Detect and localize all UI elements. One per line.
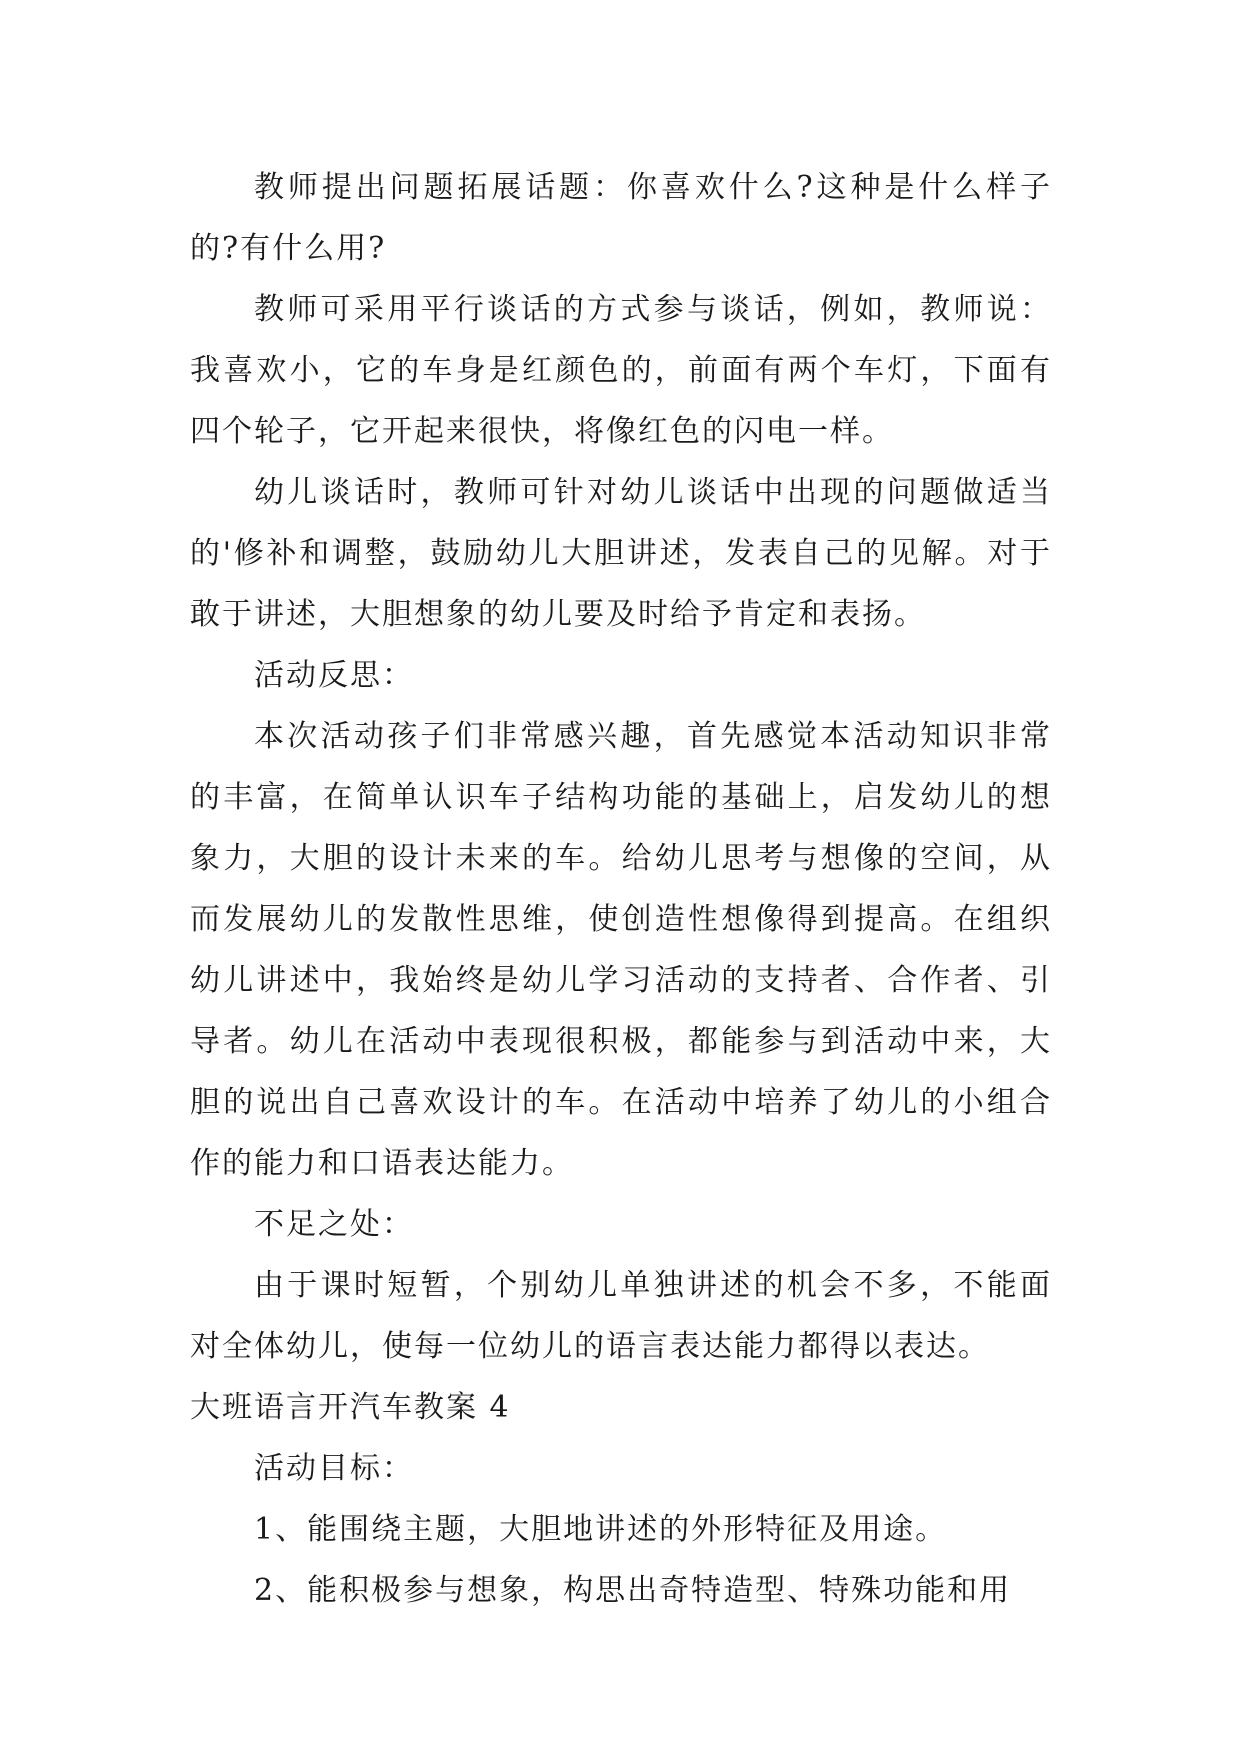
paragraph-goal-1: 1、能围绕主题，大胆地讲述的外形特征及用途。 (254, 1512, 948, 1547)
paragraph-goals-label: 活动目标： (254, 1451, 414, 1486)
paragraph-child-talk-guidance: 幼儿谈话时，教师可针对幼儿谈话中出现的问题做适当的'修补和调整，鼓励幼儿大胆讲述，发表自己的见解。对于敢于讲述，大胆想象的幼儿要及时给予肯定和表扬。 (190, 475, 1052, 632)
paragraph-shortcomings-body: 由于课时短暂，个别幼儿单独讲述的机会不多，不能面对全体幼儿，使每一位幼儿的语言表达能力都得以表达。 (190, 1268, 1052, 1364)
paragraph-reflection-label: 活动反思： (254, 658, 414, 693)
paragraph-question-prompt: 教师提出问题拓展话题：你喜欢什么?这种是什么样子的?有什么用? (190, 170, 1052, 266)
section-title: 大班语言开汽车教案 4 (190, 1390, 511, 1425)
paragraph-parallel-talk: 教师可采用平行谈话的方式参与谈话，例如，教师说：我喜欢小，它的车身是红颜色的，前面有两个车灯，下面有四个轮子，它开起来很快，将像红色的闪电一样。 (190, 292, 1052, 449)
paragraph-reflection-body: 本次活动孩子们非常感兴趣，首先感觉本活动知识非常的丰富，在简单认识车子结构功能的基础上，启发幼儿的想象力，大胆的设计未来的车。给幼儿思考与想像的空间，从而发展幼儿的发散性思维，使创造性想像得到提高。在组织幼儿讲述中，我始终是幼儿学习活动的支持者、合作者、引导者。幼儿在活动中表现很积极，都能参与到活动中来，大胆的说出自己喜欢设计的车。在活动中培养了幼儿的小组合作的能力和口语表达能力。 (190, 719, 1052, 1181)
document-body (190, 157, 1052, 1621)
paragraph-shortcomings-label: 不足之处： (254, 1207, 414, 1242)
paragraph-goal-2: 2、能积极参与想象，构思出奇特造型、特殊功能和用 (254, 1573, 1012, 1608)
